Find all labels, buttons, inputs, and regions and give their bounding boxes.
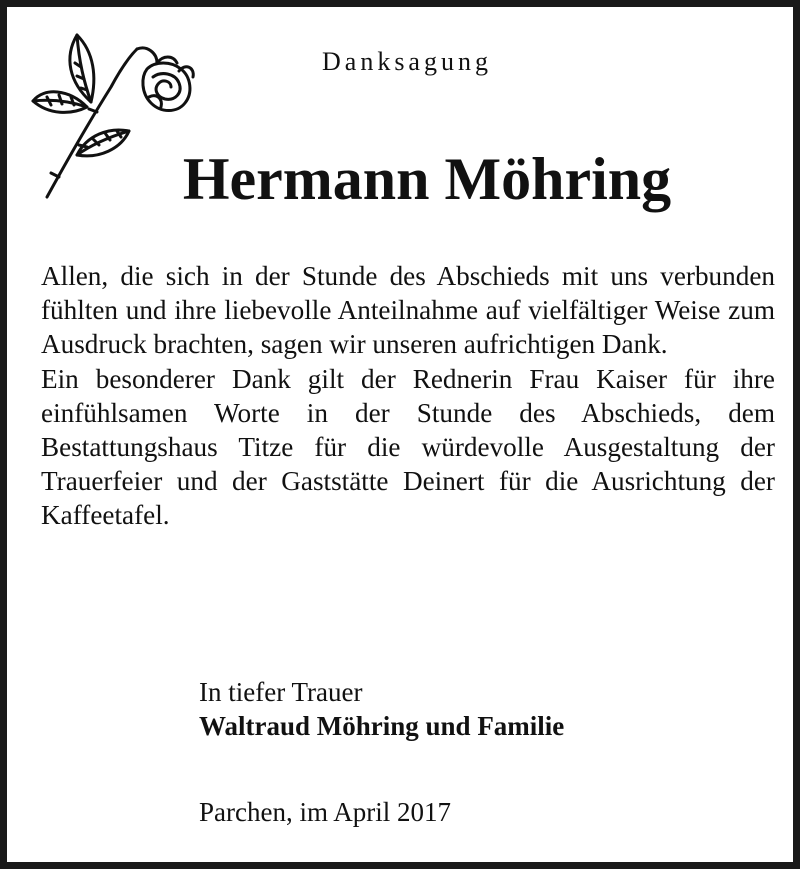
heading: Danksagung bbox=[322, 47, 492, 76]
signature-block bbox=[199, 675, 564, 743]
family-name: Waltraud Möhring und Familie bbox=[199, 711, 565, 741]
closing-phrase: In tiefer Trauer bbox=[199, 677, 363, 707]
paragraph: Allen, die sich in der Stunde des Abschieds mit uns verbunden fühlten und ihre liebevolle Anteilnahme auf vielfältiger Weise zum Ausdruck brachten, sagen wir unseren aufrichtigen Dank. bbox=[41, 261, 775, 360]
deceased-name: Hermann Möhring bbox=[182, 146, 672, 212]
thank-you-text bbox=[41, 259, 775, 533]
place-date: Parchen, im April 2017 bbox=[199, 797, 451, 827]
paragraph: Ein besonderer Dank gilt der Rednerin Frau Kaiser für ihre einfühlsamen Worte in der Stunde des Abschieds, dem Bestattungshaus Titze für die würdevolle Ausgestaltung der Trauerfeier und der Gaststätte Deinert für die Ausrichtung der Kaffeetafel. bbox=[41, 363, 775, 531]
